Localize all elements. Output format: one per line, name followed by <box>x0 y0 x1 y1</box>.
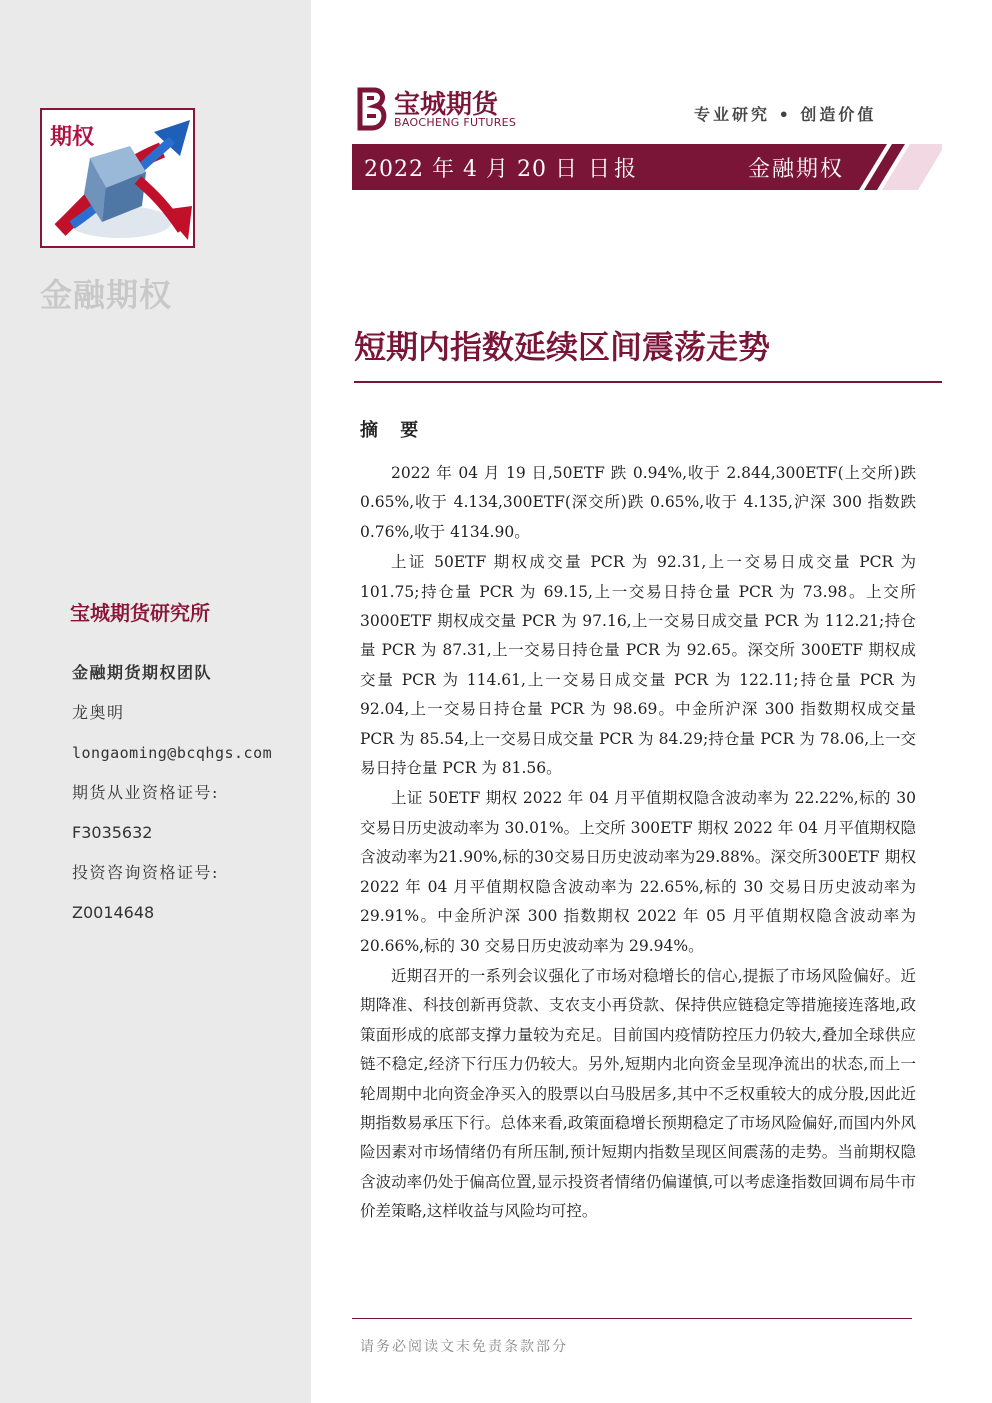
analyst-info <box>72 660 272 940</box>
sidebar <box>0 0 311 1403</box>
footer-divider <box>352 1318 912 1319</box>
abstract-paragraph: 2022 年 04 月 19 日,50ETF 跌 0.94%,收于 2.844,300ETF(上交所)跌 0.65%,收于 4.134,300ETF(深交所)跌 0.65%,收于 4.135,沪深 300 指数跌 0.76%,收于 4134.90。 <box>360 464 916 541</box>
options-logo-box <box>40 108 195 248</box>
report-date: 2022 年 4 月 20 日 <box>364 157 578 182</box>
abstract-heading: 摘 要 <box>360 420 427 441</box>
futures-cert-label: 期货从业资格证号: <box>72 783 219 802</box>
invest-cert-label: 投资咨询资格证号: <box>72 863 219 882</box>
brand-logo <box>354 84 534 134</box>
invest-cert-number: Z0014648 <box>72 903 155 922</box>
analyst-email[interactable]: longaoming@bcqhgs.com <box>72 744 273 762</box>
slogan: 专业研究 • 创造价值 <box>694 105 877 124</box>
footer-disclaimer: 请务必阅读文末免责条款部分 <box>360 1339 568 1355</box>
abstract-paragraph: 上证 50ETF 期权成交量 PCR 为 92.31,上一交易日成交量 PCR 为 101.75;持仓量 PCR 为 69.15,上一交易日持仓量 PCR 为 73.98。上交所 3000ETF 期权成交量 PCR 为 97.16,上一交易日成交量 PCR 为 112.21;持仓量 PCR 为 87.31,上一交易日持仓量 PCR 为 92.65。深交所 300ETF 期权成交量 PCR 为 114.61,上一交易日成交量 PCR 为 122.11;持仓量 PCR 为 92.04,上一交易日持仓量 PCR 为 98.69。中金所沪深 300 指数期权成交量 PCR 为 85.54,上一交易日成交量 PCR 为 84.29;持仓量 PCR 为 78.06,上一交易日持仓量 PCR 为 81.56。 <box>360 553 916 778</box>
brand-english-name: BAOCHENG FUTURES <box>394 116 517 129</box>
report-banner <box>352 144 942 190</box>
abstract-paragraph: 近期召开的一系列会议强化了市场对稳增长的信心,提振了市场风险偏好。近期降准、科技创新再贷款、支农支小再贷款、保持供应链稳定等措施接连落地,政策面形成的底部支撑力量较为充足。目前国内疫情防控压力仍较大,叠加全球供应链不稳定,经济下行压力仍较大。另外,短期内北向资金呈现净流出的状态,而上一轮周期中北向资金净买入的股票以白马股居多,其中不乏权重较大的成分股,因此近期指数易承压下行。总体来看,政策面稳增长预期稳定了市场风险偏好,而国内外风险因素对市场情绪仍有所压制,预计短期内指数呈现区间震荡的走势。当前期权隐含波动率仍处于偏高位置,显示投资者情绪仍偏谨慎,可以考虑逢指数回调布局牛市价差策略,这样收益与风险均可控。 <box>360 966 916 1221</box>
sidebar-category: 金融期权 <box>40 276 173 314</box>
team-name: 金融期货期权团队 <box>72 663 213 682</box>
title-divider <box>354 381 942 383</box>
report-title: 短期内指数延续区间震荡走势 <box>354 328 771 366</box>
options-logo-label: 期权 <box>50 125 95 150</box>
brand-emblem-icon <box>354 86 390 132</box>
report-type: 日报 <box>588 157 641 182</box>
analyst-name: 龙奥明 <box>72 703 125 722</box>
abstract-body <box>360 459 916 1228</box>
futures-cert-number: F3035632 <box>72 823 153 842</box>
report-category: 金融期权 <box>748 157 845 182</box>
sidebar-institute: 宝城期货研究所 <box>70 601 210 625</box>
brand-name: 宝城期货 <box>394 90 499 120</box>
abstract-paragraph: 上证 50ETF 期权 2022 年 04 月平值期权隐含波动率为 22.22%,标的 30 交易日历史波动率为 30.01%。上交所 300ETF 期权 2022 年 04 月平值期权隐含波动率为21.90%,标的30交易日历史波动率为29.88%。深交所300ETF 期权 2022 年 04 月平值期权隐含波动率为 22.65%,标的 30 交易日历史波动率为 29.91%。中金所沪深 300 指数期权 2022 年 05 月平值期权隐含波动率为 20.66%,标的 30 交易日历史波动率为 29.94%。 <box>360 789 916 955</box>
